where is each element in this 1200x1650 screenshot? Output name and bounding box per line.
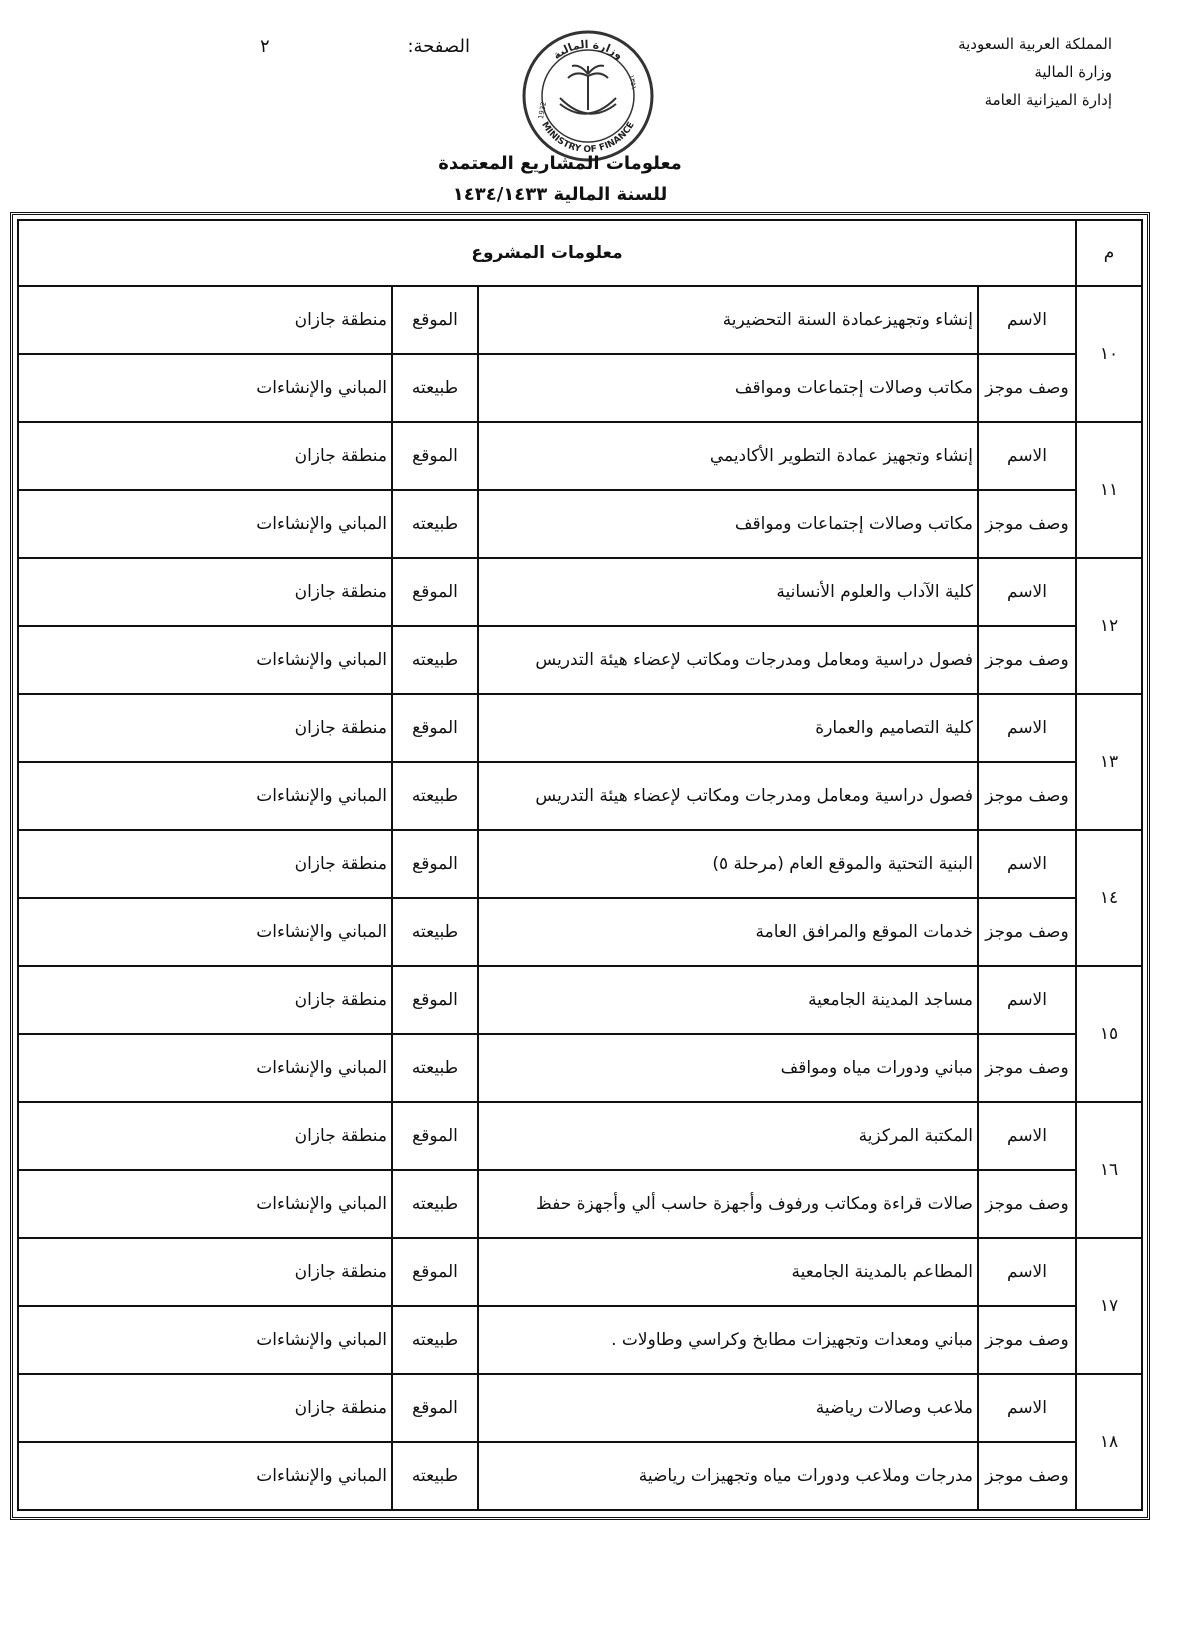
project-row-name [18,286,1142,354]
project-row-name [18,422,1142,490]
ministry-header [872,30,1112,114]
fiscal-year-subtitle: للسنة المالية ١٤٣٤/١٤٣٣ [452,184,668,205]
project-nature: المباني والإنشاءات [18,898,392,966]
page-number: ٢ [260,36,270,57]
project-number: ١٢ [1076,558,1142,694]
location-label: الموقع [392,1102,478,1170]
nature-label: طبيعته [392,490,478,558]
description-label: وصف موجز [978,762,1076,830]
project-nature: المباني والإنشاءات [18,1034,392,1102]
project-number: ١٣ [1076,694,1142,830]
project-nature: المباني والإنشاءات [18,626,392,694]
ministry-name: وزارة المالية [1034,63,1112,81]
nature-label: طبيعته [392,762,478,830]
project-row-name [18,1102,1142,1170]
projects-table [17,219,1143,1511]
location-label: الموقع [392,966,478,1034]
project-number: ١٦ [1076,1102,1142,1238]
description-label: وصف موجز [978,626,1076,694]
project-name: البنية التحتية والموقع العام (مرحلة ٥) [478,830,978,898]
project-row-description [18,1306,1142,1374]
department-name: إدارة الميزانية العامة [984,91,1112,109]
project-description: صالات قراءة ومكاتب ورفوف وأجهزة حاسب ألي وأجهزة حفظ [478,1170,978,1238]
logo-english-text: MINISTRY OF FINANCE [539,120,637,156]
project-number: ١٤ [1076,830,1142,966]
location-label: الموقع [392,1374,478,1442]
ministry-of-finance-logo [520,28,656,164]
project-location: منطقة جازان [18,1102,392,1170]
project-description: فصول دراسية ومعامل ومدرجات ومكاتب لإعضاء هيئة التدريس [478,762,978,830]
project-row-name [18,966,1142,1034]
project-row-name [18,558,1142,626]
project-number: ١٥ [1076,966,1142,1102]
project-description: مباني ودورات مياه ومواقف [478,1034,978,1102]
project-location: منطقة جازان [18,694,392,762]
project-nature: المباني والإنشاءات [18,1170,392,1238]
project-number: ١٠ [1076,286,1142,422]
nature-label: طبيعته [392,354,478,422]
nature-label: طبيعته [392,1442,478,1510]
project-nature: المباني والإنشاءات [18,1306,392,1374]
project-location: منطقة جازان [18,966,392,1034]
project-nature: المباني والإنشاءات [18,1442,392,1510]
project-nature: المباني والإنشاءات [18,762,392,830]
project-location: منطقة جازان [18,830,392,898]
page-label: الصفحة: [407,36,470,57]
projects-table-frame [10,212,1150,1520]
description-label: وصف موجز [978,1306,1076,1374]
project-name: ملاعب وصالات رياضية [478,1374,978,1442]
project-name: المكتبة المركزية [478,1102,978,1170]
name-label: الاسم [978,422,1076,490]
nature-label: طبيعته [392,1034,478,1102]
project-description: مكاتب وصالات إجتماعات ومواقف [478,354,978,422]
page-title: معلومات المشاريع المعتمدة [438,153,682,174]
project-name: إنشاء وتجهيز عمادة التطوير الأكاديمي [478,422,978,490]
project-description: مكاتب وصالات إجتماعات ومواقف [478,490,978,558]
project-name: مساجد المدينة الجامعية [478,966,978,1034]
project-row-description [18,1170,1142,1238]
project-row-description [18,626,1142,694]
nature-label: طبيعته [392,1306,478,1374]
description-label: وصف موجز [978,354,1076,422]
location-label: الموقع [392,830,478,898]
nature-label: طبيعته [392,898,478,966]
project-info-header: معلومات المشروع [18,220,1076,286]
project-nature: المباني والإنشاءات [18,490,392,558]
name-label: الاسم [978,1238,1076,1306]
nature-label: طبيعته [392,626,478,694]
project-location: منطقة جازان [18,1374,392,1442]
description-label: وصف موجز [978,1442,1076,1510]
location-label: الموقع [392,694,478,762]
name-label: الاسم [978,1102,1076,1170]
project-row-description [18,490,1142,558]
description-label: وصف موجز [978,1170,1076,1238]
project-location: منطقة جازان [18,422,392,490]
name-label: الاسم [978,694,1076,762]
logo-year-left: 1932 [536,100,548,120]
project-location: منطقة جازان [18,558,392,626]
logo-year-right: ١٣٥١ [627,74,638,91]
location-label: الموقع [392,558,478,626]
project-number: ١٨ [1076,1374,1142,1510]
palm-and-swords-emblem [560,66,616,114]
name-label: الاسم [978,558,1076,626]
table-header-row [18,220,1142,286]
page-indicator [230,36,470,66]
project-name: كلية التصاميم والعمارة [478,694,978,762]
location-label: الموقع [392,1238,478,1306]
project-row-description [18,762,1142,830]
description-label: وصف موجز [978,898,1076,966]
project-row-name [18,1238,1142,1306]
project-description: خدمات الموقع والمرافق العامة [478,898,978,966]
project-description: فصول دراسية ومعامل ومدرجات ومكاتب لإعضاء هيئة التدريس [478,626,978,694]
project-location: منطقة جازان [18,286,392,354]
description-label: وصف موجز [978,490,1076,558]
project-description: مدرجات وملاعب ودورات مياه وتجهيزات رياضية [478,1442,978,1510]
project-row-description [18,1442,1142,1510]
nature-label: طبيعته [392,1170,478,1238]
project-description: مباني ومعدات وتجهيزات مطابخ وكراسي وطاولات . [478,1306,978,1374]
country-name: المملكة العربية السعودية [958,35,1112,53]
project-name: إنشاء وتجهيزعمادة السنة التحضيرية [478,286,978,354]
project-name: المطاعم بالمدينة الجامعية [478,1238,978,1306]
name-label: الاسم [978,1374,1076,1442]
project-location: منطقة جازان [18,1238,392,1306]
logo-arabic-text: وزارة المالية [550,37,626,63]
project-row-name [18,830,1142,898]
project-number: ١١ [1076,422,1142,558]
project-row-description [18,354,1142,422]
project-name: كلية الآداب والعلوم الأنسانية [478,558,978,626]
name-label: الاسم [978,830,1076,898]
location-label: الموقع [392,422,478,490]
project-nature: المباني والإنشاءات [18,354,392,422]
project-row-name [18,694,1142,762]
name-label: الاسم [978,966,1076,1034]
location-label: الموقع [392,286,478,354]
project-row-description [18,898,1142,966]
project-row-name [18,1374,1142,1442]
project-row-description [18,1034,1142,1102]
project-number: ١٧ [1076,1238,1142,1374]
number-column-header: م [1076,220,1142,286]
name-label: الاسم [978,286,1076,354]
description-label: وصف موجز [978,1034,1076,1102]
